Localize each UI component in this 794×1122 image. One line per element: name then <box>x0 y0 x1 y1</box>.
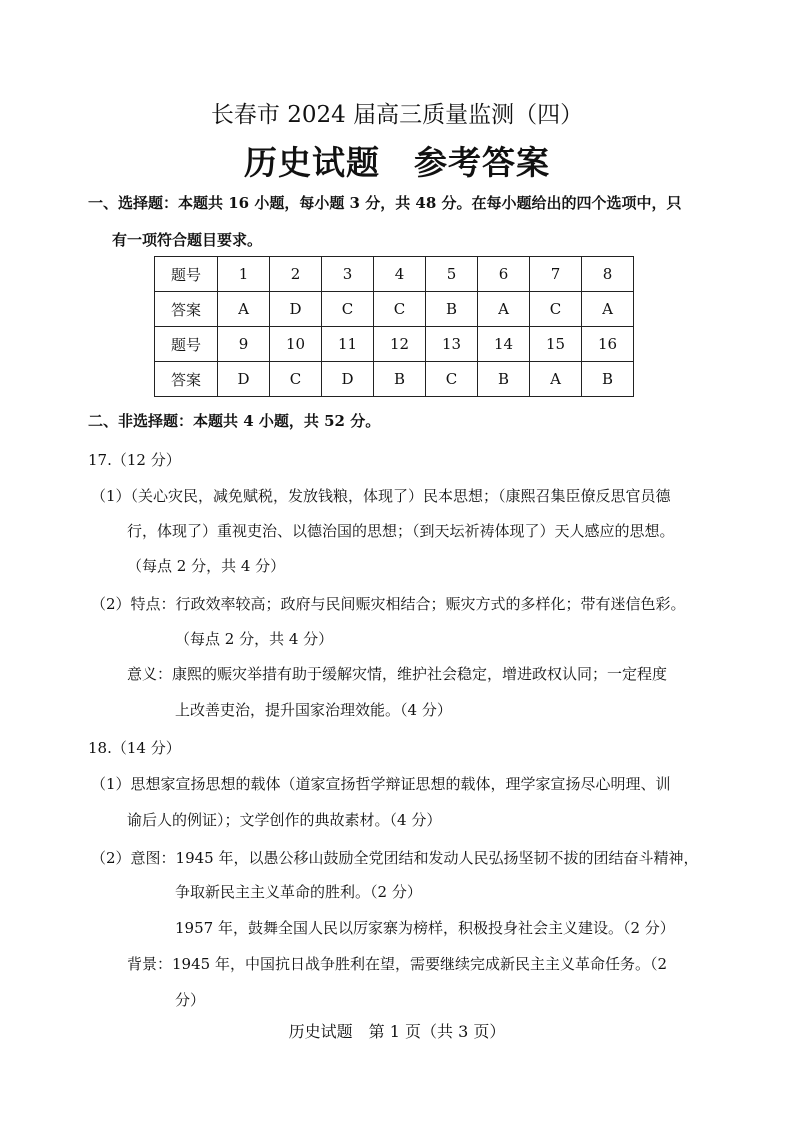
page-title <box>0 142 794 184</box>
table-cell: A <box>218 292 270 327</box>
table-cell: B <box>582 362 634 397</box>
table-cell: 9 <box>218 327 270 362</box>
table-cell: B <box>374 362 426 397</box>
q18-heading: 18.（14 分） <box>88 739 181 757</box>
title-answer-key: 参考答案 <box>414 143 550 182</box>
table-cell: 7 <box>530 257 582 292</box>
table-cell: 5 <box>426 257 478 292</box>
table-cell: A <box>478 292 530 327</box>
q17-part1-score: （每点 2 分，共 4 分） <box>127 557 286 575</box>
table-cell: 16 <box>582 327 634 362</box>
table-cell: C <box>426 362 478 397</box>
table-row-label: 答案 <box>155 362 218 397</box>
table-cell: A <box>582 292 634 327</box>
table-row <box>155 257 634 292</box>
section1-heading-line1: 一、选择题：本题共 16 小题，每小题 3 分，共 48 分。在每小题给出的四个选项中，只 <box>88 194 682 212</box>
q18-part2-intent-1957: 1957 年，鼓舞全国人民以厉家寨为榜样，积极投身社会主义建设。（2 分） <box>175 919 675 937</box>
table-cell: 11 <box>322 327 374 362</box>
answer-table <box>154 256 634 397</box>
table-cell: C <box>530 292 582 327</box>
q17-part1-line1: （1）（关心灾民，减免赋税，发放钱粮，体现了）民本思想；（康熙召集臣僚反思官员德 <box>91 487 671 505</box>
table-cell: 1 <box>218 257 270 292</box>
table-row-label: 答案 <box>155 292 218 327</box>
table-cell: D <box>218 362 270 397</box>
table-row <box>155 292 634 327</box>
table-row-label: 题号 <box>155 257 218 292</box>
table-cell: A <box>530 362 582 397</box>
table-cell: C <box>270 362 322 397</box>
table-cell: B <box>426 292 478 327</box>
table-cell: B <box>478 362 530 397</box>
q18-part1-line1: （1）思想家宣扬思想的载体（道家宣扬哲学辩证思想的载体，理学家宣扬尽心明理、训 <box>91 775 671 793</box>
table-cell: 14 <box>478 327 530 362</box>
section1-heading-line2: 有一项符合题目要求。 <box>112 231 263 249</box>
q17-part2-significance-line1: 意义：康熙的赈灾举措有助于缓解灾情，维护社会稳定，增进政权认同；一定程度 <box>127 665 668 683</box>
exam-subtitle: 长春市 2024 届高三质量监测（四） <box>210 102 584 128</box>
table-cell: 6 <box>478 257 530 292</box>
table-cell: C <box>374 292 426 327</box>
q18-part2-intent-line2: 争取新民主主义革命的胜利。（2 分） <box>175 883 422 901</box>
q17-part2-features: （2）特点：行政效率较高；政府与民间赈灾相结合；赈灾方式的多样化；带有迷信色彩。 <box>91 595 686 613</box>
q17-heading: 17.（12 分） <box>88 451 181 469</box>
table-cell: D <box>270 292 322 327</box>
table-cell: 10 <box>270 327 322 362</box>
table-cell: 2 <box>270 257 322 292</box>
q18-part2-background-line2: 分） <box>175 991 206 1009</box>
table-cell: C <box>322 292 374 327</box>
section2-heading: 二、非选择题：本题共 4 小题，共 52 分。 <box>88 412 381 430</box>
table-cell: 4 <box>374 257 426 292</box>
q17-part2-significance-line2: 上改善吏治，提升国家治理效能。（4 分） <box>175 701 452 719</box>
table-cell: 12 <box>374 327 426 362</box>
table-cell: 3 <box>322 257 374 292</box>
page-footer: 历史试题 第 1 页（共 3 页） <box>288 1022 506 1041</box>
table-cell: 8 <box>582 257 634 292</box>
q18-part1-line2: 谕后人的例证）；文学创作的典故素材。（4 分） <box>127 811 442 829</box>
q18-part2-intent-line1: （2）意图：1945 年，以愚公移山鼓励全党团结和发动人民弘扬坚韧不拔的团结奋斗精神， <box>91 849 699 867</box>
title-subject: 历史试题 <box>244 143 380 182</box>
q17-part2-score: （每点 2 分，共 4 分） <box>175 630 334 648</box>
table-row-label: 题号 <box>155 327 218 362</box>
table-row <box>155 362 634 397</box>
table-row <box>155 327 634 362</box>
q17-part1-line2: 行，体现了）重视吏治、以德治国的思想；（到天坛祈祷体现了）天人感应的思想。 <box>127 522 675 540</box>
table-cell: D <box>322 362 374 397</box>
table-cell: 13 <box>426 327 478 362</box>
table-cell: 15 <box>530 327 582 362</box>
q18-part2-background-line1: 背景：1945 年，中国抗日战争胜利在望，需要继续完成新民主主义革命任务。（2 <box>127 955 667 973</box>
